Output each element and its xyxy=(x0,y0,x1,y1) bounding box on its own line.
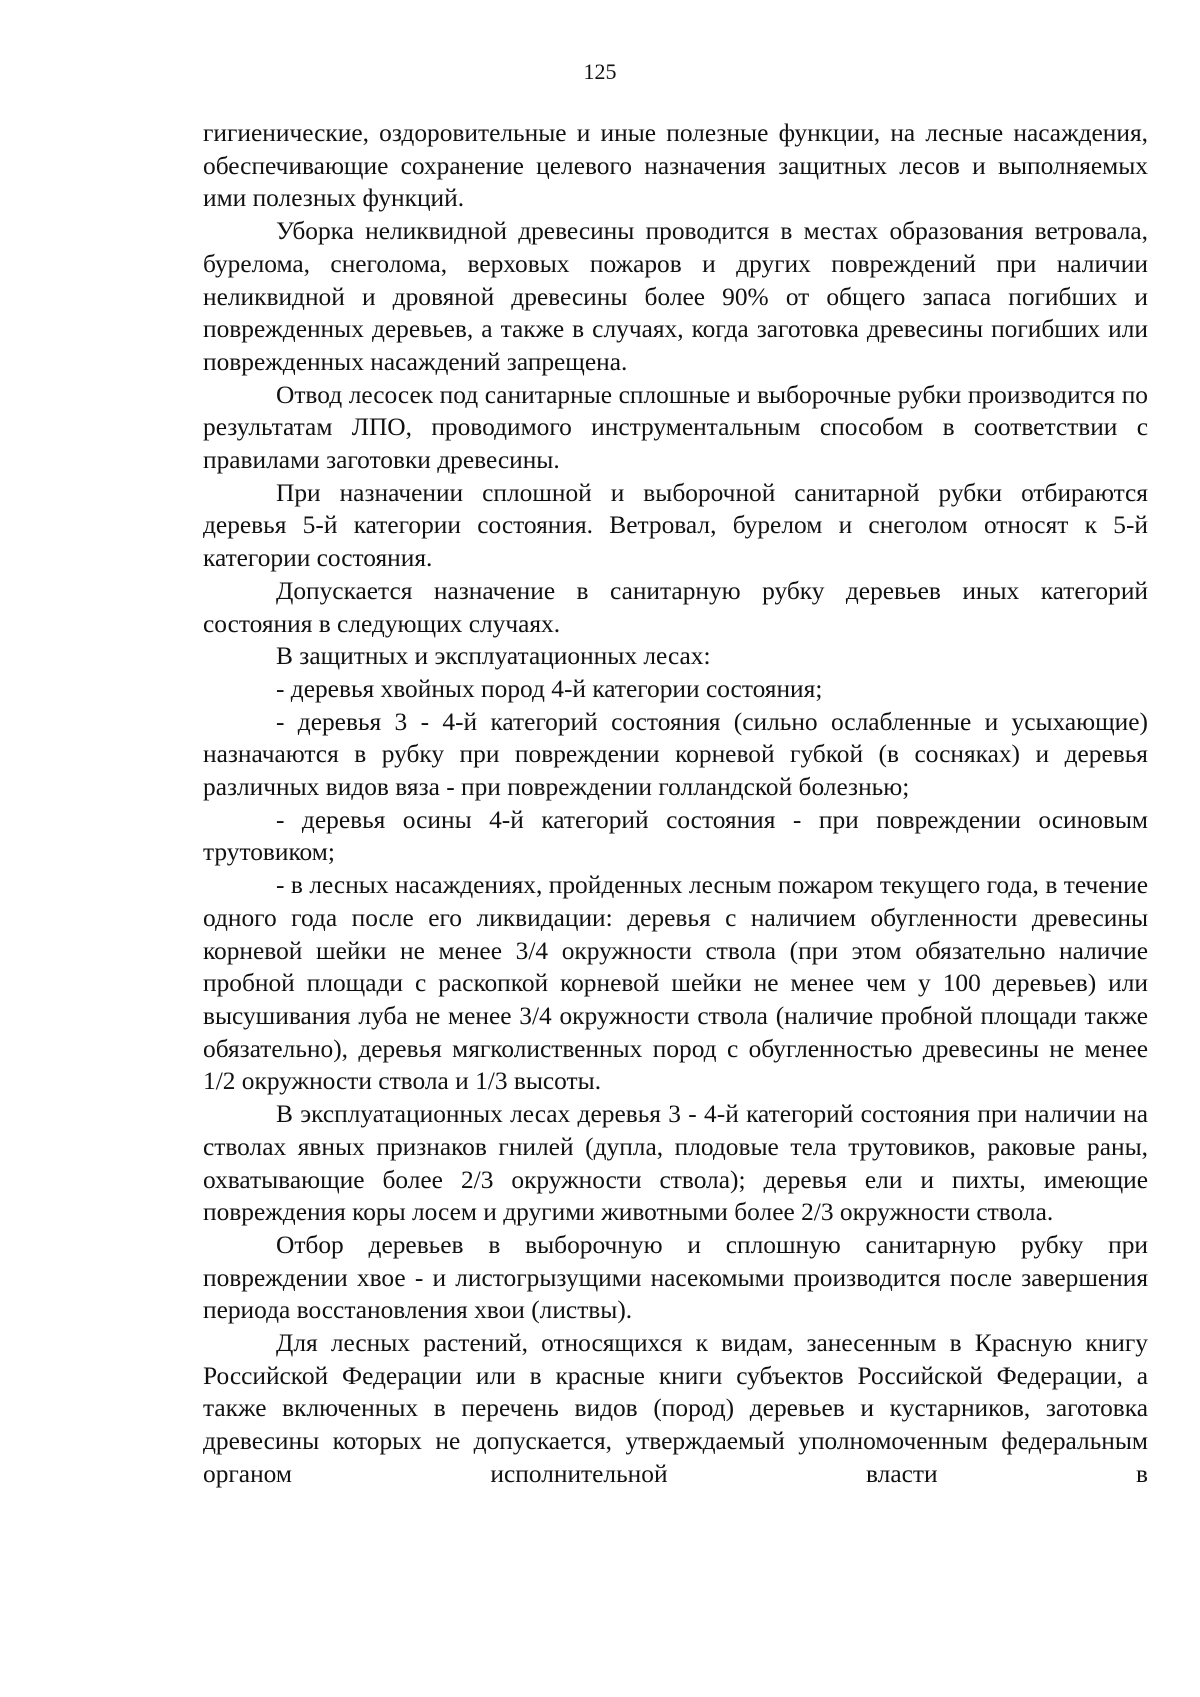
paragraph-tree-selection: При назначении сплошной и выборочной санитарной рубки отбираются деревья 5-й категории состояния. Ветровал, бурелом и снеголом относят к 5-й категории состояния. xyxy=(203,478,1148,573)
list-item-aspen: - деревья осины 4-й категорий состояния - при повреждении осиновым трутовиком; xyxy=(203,805,1148,867)
paragraph-insect-damage: Отбор деревьев в выборочную и сплошную санитарную рубку при повреждении хвое - и листогрызущими насекомыми производится после завершения периода восстановления хвои (листвы). xyxy=(203,1230,1148,1325)
paragraph-continuation: гигиенические, оздоровительные и иные полезные функции, на лесные насаждения, обеспечивающие сохранение целевого назначения защитных лесов и выполняемых ими полезных функций. xyxy=(203,119,1148,213)
paragraph-other-categories: Допускается назначение в санитарную рубку деревьев иных категорий состояния в следующих случаях. xyxy=(203,576,1148,638)
document-body xyxy=(203,117,1148,1491)
list-item-conifers: - деревья хвойных пород 4-й категории состояния; xyxy=(276,674,823,703)
list-item-root-fungus: - деревья 3 - 4-й категорий состояния (сильно ослабленные и усыхающие) назначаются в рубку при повреждении корневой губкой (в сосняках) и деревья различных видов вяза - при повреждении голландской болезнью; xyxy=(203,707,1148,802)
list-item-fire-damage: - в лесных насаждениях, пройденных лесным пожаром текущего года, в течение одного года после его ликвидации: деревья с наличием обугленности древесины корневой шейки не менее 3/4 окружности ствола (при этом обязательно наличие пробной площади с раскопкой корневой шейки не менее чем у 100 деревьев) или высушивания луба не менее 3/4 окружности ствола (наличие пробной площади также обязательно), деревья мягколиственных пород с обугленностью древесины не менее 1/2 окружности ствола и 1/3 высоты. xyxy=(203,871,1148,1096)
paragraph-red-book-species: Для лесных растений, относящихся к видам, занесенным в Красную книгу Российской Федерации или в красные книги субъектов Российской Федерации, а также включенных в перечень видов (пород) деревьев и кустарников, заготовка древесины которых не допускается, утверждаемый уполномоченным федеральным органом исполнительной власти в xyxy=(203,1329,1148,1488)
page-number: 125 xyxy=(583,59,617,84)
paragraph-cutting-area-allocation: Отвод лесосек под санитарные сплошные и выборочные рубки производится по результатам ЛПО, проводимого инструментальным способом в соответствии с правилами заготовки древесины. xyxy=(203,380,1148,475)
paragraph-protective-forests: В защитных и эксплуатационных лесах: xyxy=(276,642,711,671)
paragraph-unusable-timber-removal: Уборка неликвидной древесины проводится в местах образования ветровала, бурелома, снеголома, верховых пожаров и других повреждений при наличии неликвидной и дровяной древесины более 90% от общего запаса погибших и поврежденных деревьев, а также в случаях, когда заготовка древесины погибших или поврежденных насаждений запрещена. xyxy=(203,217,1148,376)
paragraph-exploitation-forests: В эксплуатационных лесах деревья 3 - 4-й категорий состояния при наличии на стволах явных признаков гнилей (дупла, плодовые тела трутовиков, раковые раны, охватывающие более 2/3 окружности ствола); деревья ели и пихты, имеющие повреждения коры лосем и другими животными более 2/3 окружности ствола. xyxy=(203,1100,1148,1227)
